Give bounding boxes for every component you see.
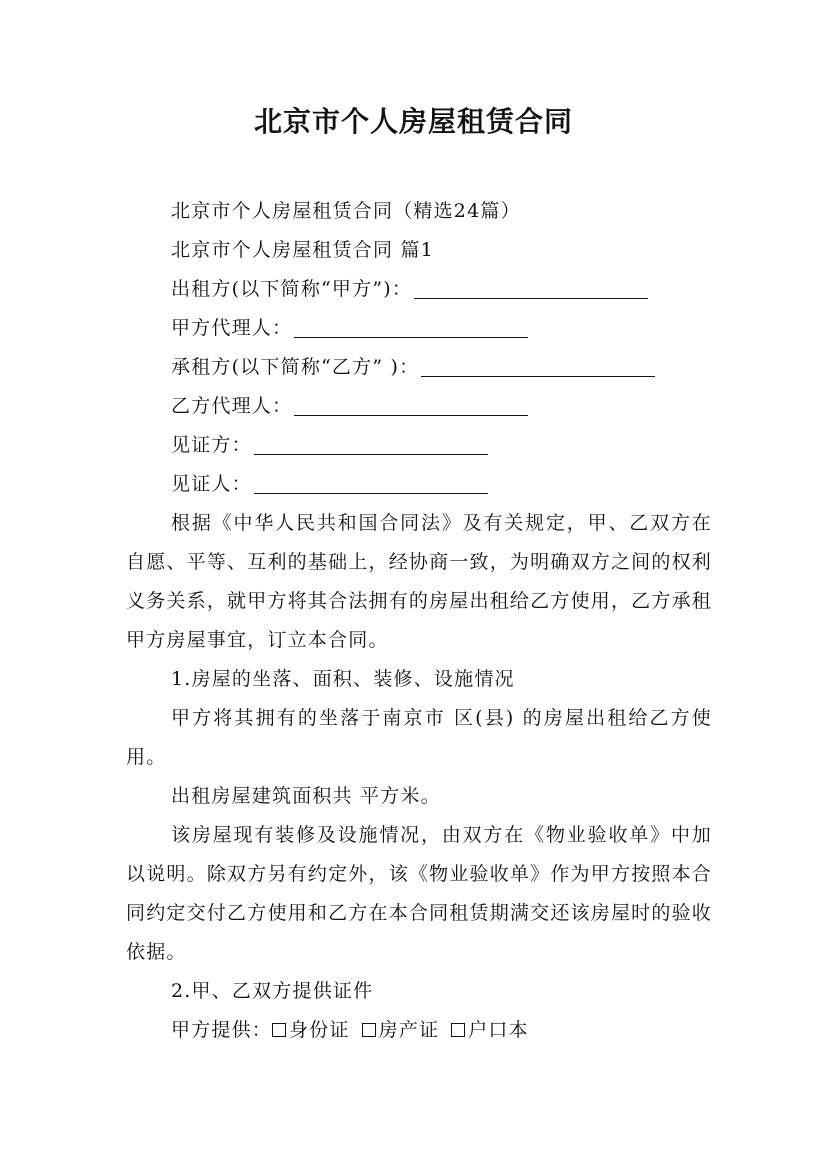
preamble-paragraph: 根据《中华人民共和国合同法》及有关规定，甲、乙双方在自愿、平等、互利的基础上，经协商一致，为明确双方之间的权利义务关系，就甲方将其合法拥有的房屋出租给乙方使用，乙方承租甲方房屋事宜，订立本合同。 (126, 512, 712, 651)
lessee-label: 承租方(以下简称“乙方” )： (171, 356, 420, 378)
section2-heading: 2.甲、乙双方提供证件 (171, 980, 374, 1002)
witness-person-line (126, 465, 712, 504)
lessee-agent-label: 乙方代理人： (171, 395, 293, 417)
lessee-line (126, 348, 712, 387)
witness-party-blank (254, 434, 488, 455)
checkbox-icon (362, 1023, 376, 1037)
witness-party-line (126, 426, 712, 465)
section1-area-paragraph: 出租房屋建筑面积共 平方米。 (171, 785, 441, 807)
lessee-agent-blank (294, 395, 528, 416)
document-option-label: 户口本 (468, 1019, 529, 1041)
checkbox-icon (272, 1023, 286, 1037)
witness-person-blank (254, 473, 488, 494)
lessor-agent-blank (294, 317, 528, 338)
party-a-documents-line (126, 1011, 712, 1050)
checkbox-icon (451, 1023, 465, 1037)
witness-party-label: 见证方： (171, 434, 252, 456)
party-a-provides-label: 甲方提供： (171, 1019, 273, 1041)
lessee-blank (421, 356, 655, 377)
lessor-line (126, 270, 712, 309)
document-option-label: 身份证 (289, 1019, 350, 1041)
section1-location-paragraph: 甲方将其拥有的坐落于南京市 区(县) 的房屋出租给乙方使用。 (126, 707, 712, 768)
document-title: 北京市个人房屋租赁合同 (253, 105, 573, 138)
document-body (126, 192, 712, 1050)
section1-heading: 1.房屋的坐落、面积、装修、设施情况 (171, 668, 515, 690)
lessor-blank (414, 278, 648, 299)
document-option-label: 房产证 (378, 1019, 440, 1041)
document-option-household (451, 1019, 529, 1041)
chapter-heading: 北京市个人房屋租赁合同 篇1 (171, 239, 434, 261)
lessor-agent-line (126, 309, 712, 348)
lessee-agent-line (126, 387, 712, 426)
lessor-label: 出租方(以下简称“甲方”)： (171, 278, 413, 300)
section1-inspection-paragraph: 该房屋现有装修及设施情况，由双方在《物业验收单》中加以说明。除双方另有约定外，该《物业验收单》作为甲方按照本合同约定交付乙方使用和乙方在本合同租赁期满交还该房屋时的验收依据。 (126, 824, 712, 963)
subtitle: 北京市个人房屋租赁合同（精选24篇） (171, 200, 521, 222)
document-option-id (272, 1019, 350, 1041)
witness-person-label: 见证人： (171, 473, 252, 495)
document-option-deed (362, 1019, 440, 1041)
lessor-agent-label: 甲方代理人： (171, 317, 293, 339)
